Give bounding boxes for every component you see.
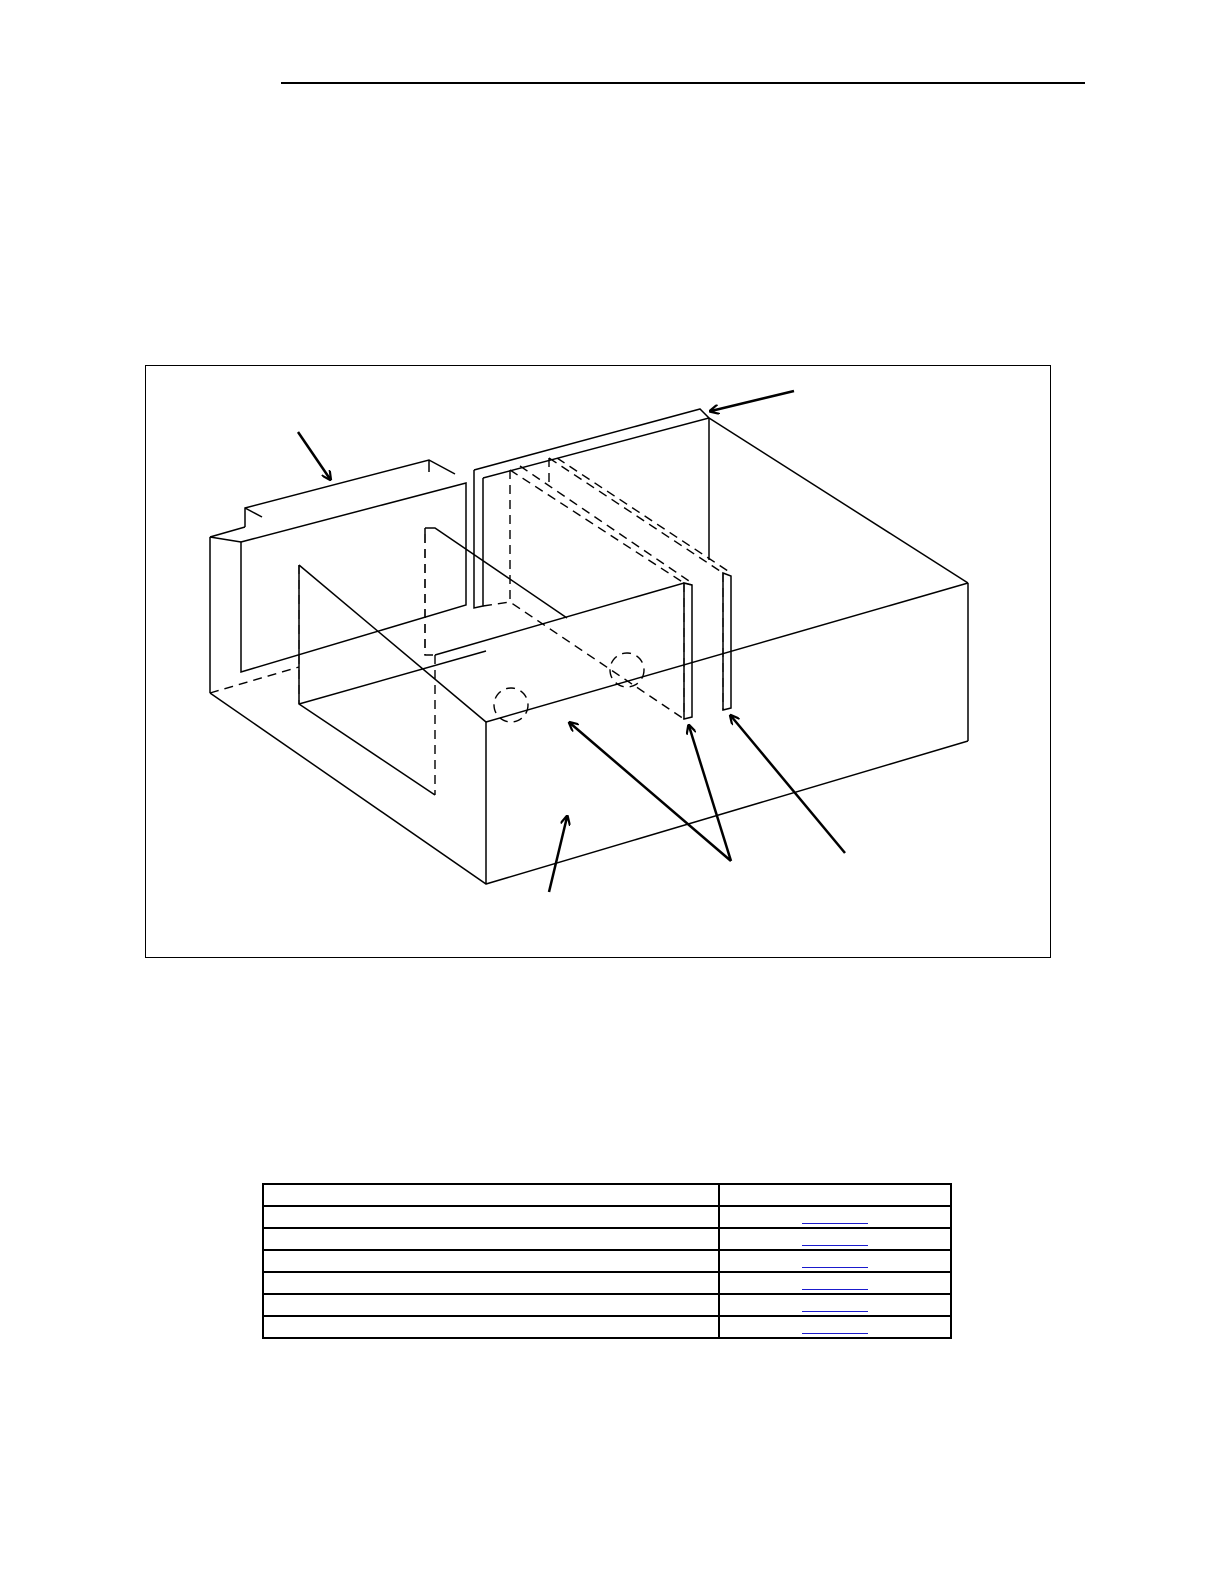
table-cell-reference <box>719 1184 951 1206</box>
table-row <box>263 1228 951 1250</box>
reference-link[interactable] <box>802 1333 868 1334</box>
table-cell-description <box>263 1294 719 1316</box>
table-cell-reference[interactable] <box>719 1250 951 1272</box>
reference-link[interactable] <box>802 1311 868 1312</box>
table-row <box>263 1206 951 1228</box>
reference-link[interactable] <box>802 1245 868 1246</box>
table-cell-description <box>263 1316 719 1338</box>
summary-table <box>262 1183 952 1339</box>
table-cell-description <box>263 1250 719 1272</box>
table-cell-description <box>263 1184 719 1206</box>
header-rule <box>281 82 1085 84</box>
table-row <box>263 1250 951 1272</box>
figure-frame <box>145 365 1051 958</box>
table-row <box>263 1272 951 1294</box>
table-row <box>263 1184 951 1206</box>
table-cell-reference[interactable] <box>719 1272 951 1294</box>
table-cell-description <box>263 1272 719 1294</box>
table-cell-reference[interactable] <box>719 1294 951 1316</box>
table-cell-reference[interactable] <box>719 1228 951 1250</box>
table-cell-description <box>263 1206 719 1228</box>
reference-link[interactable] <box>802 1223 868 1224</box>
table-row <box>263 1294 951 1316</box>
table-cell-reference[interactable] <box>719 1316 951 1338</box>
reference-link[interactable] <box>802 1289 868 1290</box>
table-cell-reference[interactable] <box>719 1206 951 1228</box>
table-cell-description <box>263 1228 719 1250</box>
reference-link[interactable] <box>802 1267 868 1268</box>
table-row <box>263 1316 951 1338</box>
